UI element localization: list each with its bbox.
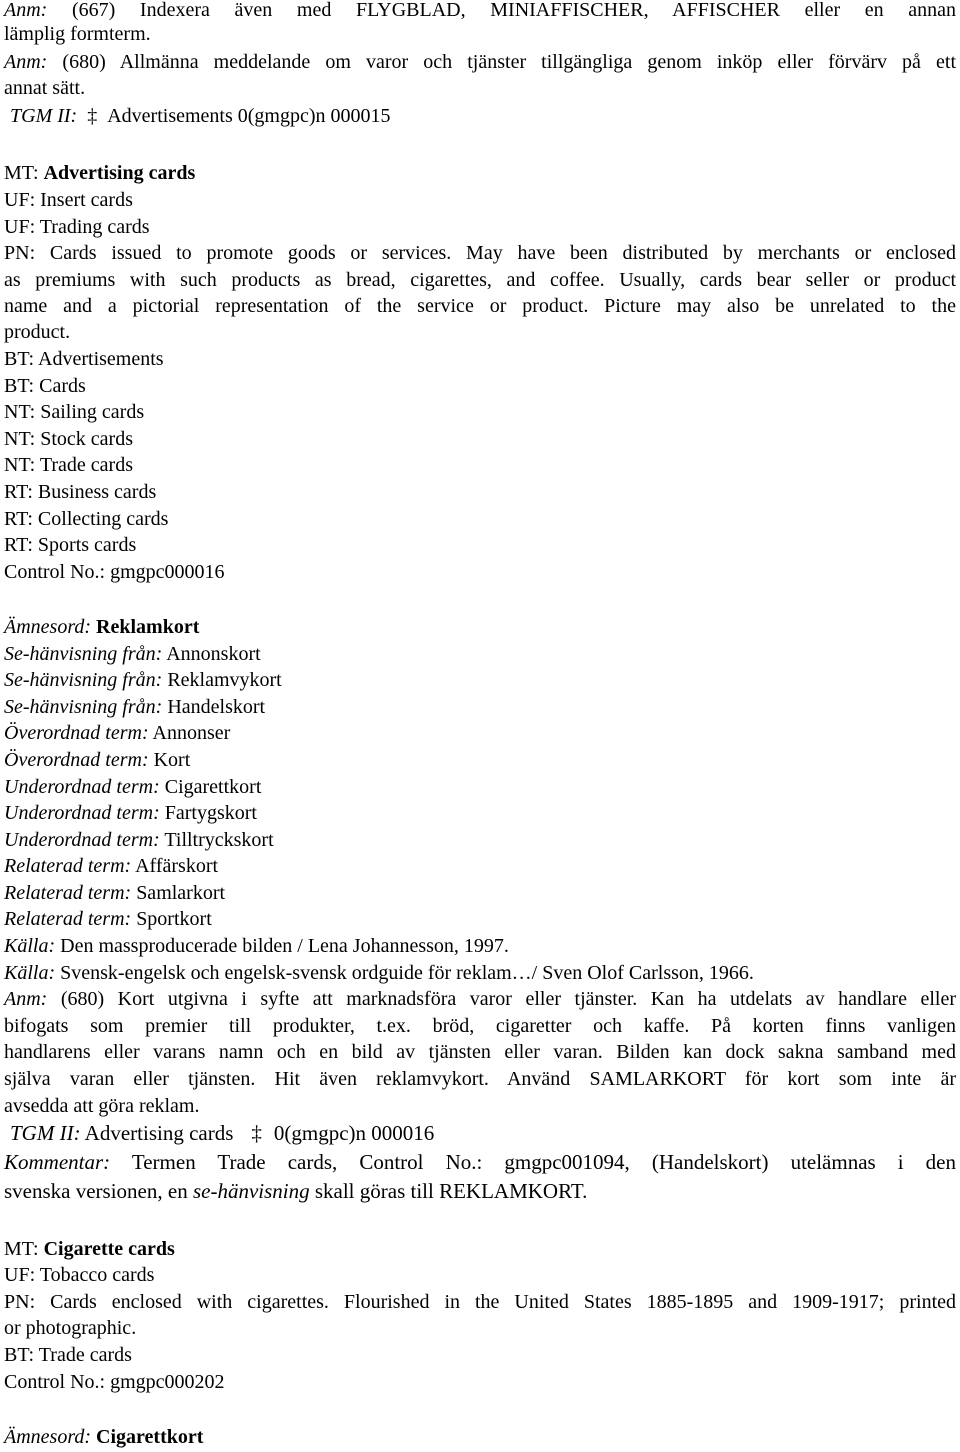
rel-line bbox=[4, 854, 956, 878]
anm-line: själva varan eller tjänsten. Hit även reklamvykort. Använd SAMLARKORT för kort som inte är bbox=[4, 1068, 956, 1090]
kalla-label: Källa: bbox=[4, 962, 56, 984]
rel-label: Relaterad term: bbox=[4, 908, 132, 930]
kommentar-line bbox=[4, 1179, 956, 1203]
anm-text: (680) Kort utgivna i syfte att marknadsföra varor eller tjänster. Kan ha utdelats av handlare eller bbox=[60, 988, 956, 1010]
bt-label: BT: bbox=[4, 348, 35, 370]
amnesord-line bbox=[4, 1425, 956, 1449]
under-label: Underordnad term: bbox=[4, 802, 160, 824]
pn-line: as premiums with such products as bread, cigarettes, and coffee. Usually, cards bear seller or product bbox=[4, 269, 956, 291]
kalla-line bbox=[4, 961, 956, 985]
anm-line-1b: lämplig formterm. bbox=[4, 23, 151, 45]
rt-line bbox=[4, 480, 956, 504]
main-term: Advertising cards bbox=[43, 162, 196, 184]
under-term: Fartygskort bbox=[164, 802, 257, 824]
amnesord-line bbox=[4, 615, 956, 639]
bt-line bbox=[4, 347, 956, 371]
bt-label: BT: bbox=[4, 375, 35, 397]
se-label: Se-hänvisning från: bbox=[4, 643, 163, 665]
under-label: Underordnad term: bbox=[4, 829, 160, 851]
uf-line bbox=[4, 188, 956, 212]
nt-line bbox=[4, 400, 956, 424]
under-term: Cigarettkort bbox=[164, 776, 262, 798]
pn-line: name and a pictorial representation of the service or product. Picture may also be unrelated to the bbox=[4, 295, 956, 317]
bt-term: Cards bbox=[39, 375, 86, 397]
rt-label: RT: bbox=[4, 534, 33, 556]
nt-label: NT: bbox=[4, 428, 36, 450]
se-term: Handelskort bbox=[167, 696, 266, 718]
over-label: Överordnad term: bbox=[4, 749, 149, 771]
tgm-term: Advertising cards bbox=[84, 1121, 234, 1145]
kalla-text: Svensk-engelsk och engelsk-svensk ordguide för reklam…/ Sven Olof Carlsson, 1966. bbox=[60, 962, 754, 984]
anm-line bbox=[4, 987, 956, 1011]
anm-text: (680) Allmänna meddelande om varor och tjänster tillgängliga genom inköp eller förvärv på ett bbox=[62, 51, 957, 73]
bt-line bbox=[4, 1343, 956, 1367]
uf-label: UF: bbox=[4, 1264, 36, 1286]
uf-line bbox=[4, 215, 956, 239]
anm-line-2b: annat sätt. bbox=[4, 77, 86, 99]
se-label: Se-hänvisning från: bbox=[4, 669, 163, 691]
rt-line bbox=[4, 533, 956, 557]
under-label: Underordnad term: bbox=[4, 776, 160, 798]
rel-term: Samlarkort bbox=[136, 882, 226, 904]
pn-label: PN: bbox=[4, 242, 36, 264]
rel-label: Relaterad term: bbox=[4, 882, 132, 904]
control-label: Control No.: bbox=[4, 561, 106, 583]
amnesord-label: Ämnesord: bbox=[4, 616, 92, 638]
over-term: Kort bbox=[153, 749, 191, 771]
nt-label: NT: bbox=[4, 401, 36, 423]
uf-term: Trading cards bbox=[39, 216, 150, 238]
control-number: gmgpc000202 bbox=[110, 1371, 225, 1393]
rel-term: Affärskort bbox=[135, 855, 219, 877]
mt-label: MT: bbox=[4, 1238, 39, 1260]
anm-label: Anm: bbox=[4, 51, 48, 73]
pn-line: product. bbox=[4, 321, 71, 343]
control-line bbox=[4, 1370, 956, 1394]
se-term: Annonskort bbox=[166, 643, 261, 665]
nt-line bbox=[4, 453, 956, 477]
tgm-term: Advertisements 0(gmgpc)n 000015 bbox=[107, 105, 391, 127]
under-line bbox=[4, 801, 956, 825]
rel-line bbox=[4, 907, 956, 931]
mt-line bbox=[4, 1237, 956, 1261]
kommentar-text: Termen Trade cards, Control No.: gmgpc001094, (Handelskort) utelämnas i den bbox=[131, 1150, 956, 1174]
kommentar-emphasis: se-hänvisning bbox=[192, 1179, 310, 1203]
kommentar-line bbox=[4, 1150, 956, 1174]
amnesord-label: Ämnesord: bbox=[4, 1426, 92, 1448]
rt-label: RT: bbox=[4, 481, 33, 503]
over-line bbox=[4, 748, 956, 772]
main-term: Cigarette cards bbox=[43, 1238, 175, 1260]
nt-term: Sailing cards bbox=[40, 401, 145, 423]
control-line bbox=[4, 560, 956, 584]
anm-line: avsedda att göra reklam. bbox=[4, 1095, 200, 1117]
tgm-line bbox=[10, 1121, 956, 1145]
control-label: Control No.: bbox=[4, 1371, 106, 1393]
rt-term: Collecting cards bbox=[37, 508, 169, 530]
rt-term: Business cards bbox=[37, 481, 157, 503]
nt-label: NT: bbox=[4, 454, 36, 476]
mt-line bbox=[4, 161, 956, 185]
pn-text: Cards issued to promote goods or services. May have been distributed by merchants or enclosed bbox=[49, 242, 956, 264]
pn-label: PN: bbox=[4, 1291, 36, 1313]
rt-line bbox=[4, 507, 956, 531]
over-term: Annonser bbox=[152, 722, 231, 744]
tgm-label: TGM II: bbox=[10, 105, 78, 127]
kommentar-text: svenska versionen, en bbox=[4, 1179, 193, 1203]
nt-line bbox=[4, 427, 956, 451]
se-line bbox=[4, 668, 956, 692]
over-label: Överordnad term: bbox=[4, 722, 149, 744]
bt-term: Advertisements bbox=[38, 348, 164, 370]
under-term: Tilltryckskort bbox=[164, 829, 274, 851]
uf-label: UF: bbox=[4, 216, 36, 238]
nt-term: Trade cards bbox=[39, 454, 133, 476]
uf-term: Insert cards bbox=[40, 189, 133, 211]
rel-term: Sportkort bbox=[136, 908, 212, 930]
uf-label: UF: bbox=[4, 189, 36, 211]
rel-line bbox=[4, 881, 956, 905]
anm-label: Anm: bbox=[4, 0, 48, 21]
over-line bbox=[4, 721, 956, 745]
bt-term: Trade cards bbox=[38, 1344, 132, 1366]
nt-term: Stock cards bbox=[40, 428, 133, 450]
control-number: gmgpc000016 bbox=[110, 561, 225, 583]
pn-text: Cards enclosed with cigarettes. Flourished in the United States 1885-1895 and 1909-1917; printed bbox=[50, 1291, 957, 1313]
kalla-label: Källa: bbox=[4, 935, 56, 957]
kalla-text: Den massproducerade bilden / Lena Johannesson, 1997. bbox=[60, 935, 509, 957]
pn-line bbox=[4, 1290, 956, 1314]
anm-text: (667) Indexera även med FLYGBLAD, MINIAFFISCHER, AFFISCHER eller en annan bbox=[71, 0, 957, 21]
tgm-code: 0(gmgpc)n 000016 bbox=[273, 1121, 435, 1145]
kommentar-text: skall göras till REKLAMKORT. bbox=[309, 1179, 588, 1203]
se-label: Se-hänvisning från: bbox=[4, 696, 163, 718]
subject-term: Reklamkort bbox=[96, 616, 200, 638]
pn-line bbox=[4, 241, 956, 265]
anm-line-2a bbox=[4, 50, 956, 74]
anm-line: bifogats som premier till produkter, t.ex. bröd, cigaretter och kaffe. På korten finns vanligen bbox=[4, 1015, 956, 1037]
anm-line-1a bbox=[4, 0, 956, 22]
se-term: Reklamvykort bbox=[167, 669, 282, 691]
anm-label: Anm: bbox=[4, 988, 48, 1010]
subject-term: Cigarettkort bbox=[96, 1426, 204, 1448]
mt-label: MT: bbox=[4, 162, 39, 184]
dagger-symbol: ‡ bbox=[251, 1121, 262, 1145]
rt-label: RT: bbox=[4, 508, 33, 530]
tgm-label: TGM II: bbox=[10, 1121, 81, 1145]
rel-label: Relaterad term: bbox=[4, 855, 132, 877]
under-line bbox=[4, 775, 956, 799]
se-line bbox=[4, 695, 956, 719]
under-line bbox=[4, 828, 956, 852]
kalla-line bbox=[4, 934, 956, 958]
uf-line bbox=[4, 1263, 956, 1287]
se-line bbox=[4, 642, 956, 666]
bt-label: BT: bbox=[4, 1344, 35, 1366]
bt-line bbox=[4, 374, 956, 398]
anm-line: handlarens eller varans namn och en bild av tjänsten eller varan. Bilden kan dock sakna samband med bbox=[4, 1041, 956, 1063]
uf-term: Tobacco cards bbox=[39, 1264, 155, 1286]
rt-term: Sports cards bbox=[37, 534, 137, 556]
kommentar-label: Kommentar: bbox=[4, 1150, 111, 1174]
tgm-line bbox=[10, 104, 956, 128]
pn-line: or photographic. bbox=[4, 1317, 137, 1339]
dagger-symbol: ‡ bbox=[87, 105, 98, 127]
